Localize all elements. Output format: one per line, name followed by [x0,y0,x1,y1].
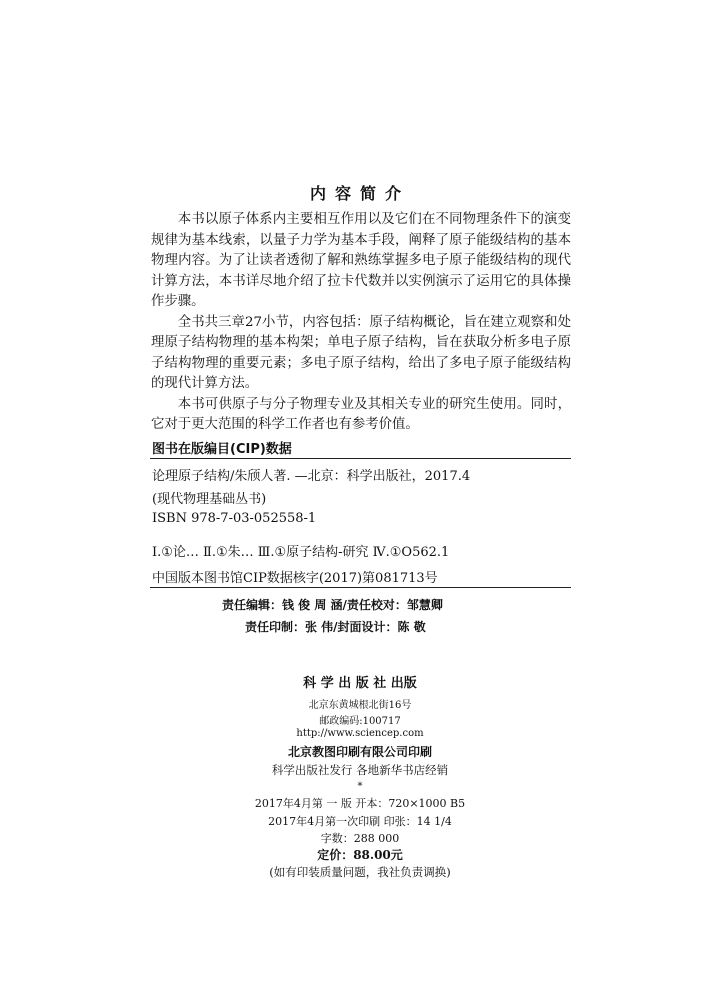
summary-body [151,210,571,436]
distribution-line: 科学出版社发行 各地新华书店经销 [271,763,449,777]
summary-paragraph: 全书共三章27小节，内容包括：原子结构概论，旨在建立观察和处理原子结构物理的基本构架；单电子原子结构，旨在获取分析多电子原子结构物理的重要元素；多电子原子结构，给出了多电子原子能级结构的现代计算方法。 [151,314,571,391]
summary-paragraph: 本书可供原子与分子物理专业及其相关专业的研究生使用。同时，它对于更大范围的科学工作者也有参考价值。 [151,396,571,432]
cip-classification-line: Ⅰ.①论… Ⅱ.①朱… Ⅲ.①原子结构-研究 Ⅳ.①O562.1 [152,545,450,560]
quality-notice: (如有印装质量问题，我社负责调换) [269,865,451,879]
cip-title-line: 论理原子结构/朱颀人著. —北京：科学出版社，2017.4 [152,469,471,484]
cip-series-line: (现代物理基础丛书) [152,492,267,507]
printer-line: 北京教图印刷有限公司印刷 [287,745,432,759]
credits-production: 责任印制：张 伟/封面设计：陈 敬 [245,620,426,634]
publisher-address: 北京东黄城根北街16号 [308,700,412,711]
cip-heading: 图书在版编目(CIP)数据 [152,442,292,457]
publisher-postcode: 邮政编码:100717 [319,716,401,727]
word-count: 字数：288 000 [320,832,400,845]
printing-line: 2017年4月第一次印刷 印张：14 1/4 [268,815,452,828]
publisher-line: 科 学 出 版 社 出版 [303,676,417,691]
credits-editors: 责任编辑：钱 俊 周 涵/责任校对：邹慧卿 [222,598,443,612]
summary-paragraph: 本书以原子体系内主要相互作用以及它们在不同物理条件下的演变规律为基本线索，以量子力学为基本手段，阐释了原子能级结构的基本物理内容。为了让读者透彻了解和熟练掌握多电子原子能级结构的现代计算方法，本书详尽地介绍了拉卡代数并以实例演示了运用它的具体操作步骤。 [151,212,571,309]
cip-top-rule [150,458,571,459]
cip-isbn-line: ISBN 978-7-03-052558-1 [152,511,317,526]
price-line: 定价：88.00元 [317,848,403,862]
edition-line: 2017年4月第 一 版 开本：720×1000 B5 [254,797,466,810]
publisher-website: http://www.sciencep.com [296,728,424,739]
cip-bottom-rule [150,587,571,588]
separator-star: * [357,781,363,792]
summary-title: 内容简介 [309,184,410,203]
cip-record-number: 中国版本图书馆CIP数据核字(2017)第081713号 [152,571,438,586]
